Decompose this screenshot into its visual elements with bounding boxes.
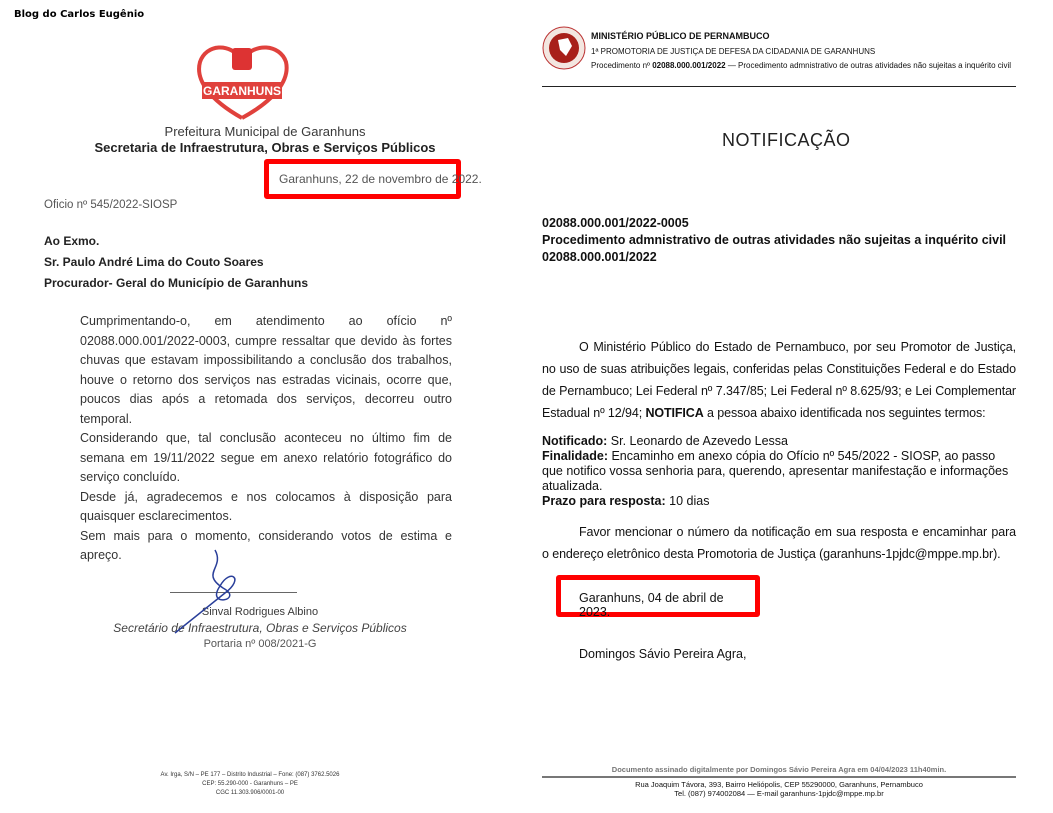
recipient-line: Procurador- Geral do Município de Garanhuns: [44, 276, 309, 290]
prazo: Prazo para resposta: 10 dias: [542, 494, 710, 508]
notification-content: [542, 336, 1016, 661]
notification-title: NOTIFICAÇÃO: [722, 130, 851, 150]
digital-signature-note: Documento assinado digitalmente por Domingos Sávio Pereira Agra em 04/04/2023 11h40min.: [611, 765, 947, 774]
signer-name: Domingos Sávio Pereira Agra,: [579, 647, 747, 661]
footer-line: Tel. (087) 974002084 — E-mail garanhuns-1pjdc@mppe.mp.br: [674, 789, 884, 798]
finalidade: Finalidade: Encaminho em anexo cópia do Ofício nº 545/2022 - SIOSP, ao passo que notifico vossa senhoria para, querendo, apresentar manifestação e informações atualizada.: [542, 449, 1009, 493]
footer-line: Rua Joaquim Távora, 393, Bairro Heliópolis, CEP 55290000, Garanhuns, Pernambuco: [635, 780, 923, 789]
portaria: Portaria nº 008/2021-G: [203, 637, 317, 650]
footer-rule: [542, 776, 1016, 778]
notification-body: O Ministério Público do Estado de Pernambuco, por seu Promotor de Justiça, no uso de suas atribuições legais, conferidas pelas Constituições Federal e do Estado de Pernambuco; Lei Federal nº 7.347/85; Lei Federal nº 8.625/93; e Lei Complementar Estadual nº 12/94; NOTIFICA a pessoa abaixo identificada nos seguintes termos:: [542, 340, 1016, 420]
header-secretaria: Secretaria de Infraestrutura, Obras e Serviços Públicos: [94, 140, 436, 155]
reference-block: [542, 215, 1006, 266]
letter-date: Garanhuns, 22 de novembro de 2022.: [279, 172, 482, 186]
signer-name: Sinval Rodrigues Albino: [201, 605, 319, 618]
reference-line: 02088.000.001/2022: [542, 250, 657, 264]
org-name: MINISTÉRIO PÚBLICO DE PERNAMBUCO: [591, 31, 770, 41]
body-paragraph: Considerando que, tal conclusão aconteceu no último fim de semana em 19/11/2022 segue em anexo relatório fotográfico do serviço concluído.: [80, 431, 452, 484]
recipient-line: Sr. Paulo André Lima do Couto Soares: [44, 255, 264, 269]
highlight-box: [556, 575, 760, 617]
signer-title: Secretário de Infraestrutura, Obras e Serviços Públicos: [113, 620, 407, 635]
favor-paragraph: Favor mencionar o número da notificação em sua resposta e encaminhar para o endereço eletrônico desta Promotoria de Justiça (garanhuns-1pjdc@mppe.mp.br).: [542, 525, 1016, 561]
procedimento-header: Procedimento nº 02088.000.001/2022 — Procedimento admnistrativo de outras atividades não sujeitas a inquérito civil: [591, 61, 1012, 70]
header-prefeitura: Prefeitura Municipal de Garanhuns: [164, 124, 366, 139]
body-paragraph: Sem mais para o momento, considerando votos de estima e apreço.: [80, 528, 452, 562]
promotoria-name: 1ª PROMOTORIA DE JUSTIÇA DE DEFESA DA CIDADANIA DE GARANHUNS: [591, 47, 876, 56]
notification-date: Garanhuns, 04 de abril de 2023.: [579, 591, 724, 619]
left-footer: [150, 771, 350, 798]
footer-line: Av. Irga, S/N – PE 177 – Distrito Industrial – Fone: (087) 3762.5026: [160, 772, 340, 778]
prefeitura-logo: [190, 40, 295, 120]
body-paragraph: Desde já, agradecemos e nos colocamos à disposição para quaisquer esclarecimentos.: [80, 489, 452, 523]
watermark: Blog do Carlos Eugênio: [14, 9, 145, 20]
footer-line: CEP: 55.290-000 - Garanhuns – PE: [202, 781, 298, 787]
recipient-block: [44, 231, 308, 294]
mppe-seal: [542, 26, 586, 70]
reference-line: 02088.000.001/2022-0005: [542, 216, 689, 230]
letter-body: [80, 312, 452, 652]
recipient-line: Ao Exmo.: [44, 234, 100, 248]
header-rule: [542, 86, 1016, 87]
signature-block: [0, 592, 520, 652]
notificado: Notificado: Sr. Leonardo de Azevedo Lessa: [542, 434, 788, 448]
notification-details: [542, 434, 1016, 509]
oficio-number: Oficio nº 545/2022-SIOSP: [44, 199, 178, 211]
body-paragraph: Cumprimentando-o, em atendimento ao ofício nº 02088.000.001/2022-0003, cumpre ressaltar que devido às fortes chuvas que estavam impossibilitando a conclusão dos trabalhos, houve o retorno dos serviços nas estradas vicinais, ocorre que, poucos dias após a retomada dos serviços, decorreu outro temporal.: [80, 314, 452, 426]
signature: [165, 548, 265, 638]
svg-text:GARANHUNS: GARANHUNS: [203, 84, 281, 98]
footer-line: CGC 11.303.906/0001-00: [215, 790, 285, 796]
reference-line: Procedimento admnistrativo de outras atividades não sujeitas a inquérito civil: [542, 233, 1007, 247]
right-footer: [542, 780, 1016, 798]
